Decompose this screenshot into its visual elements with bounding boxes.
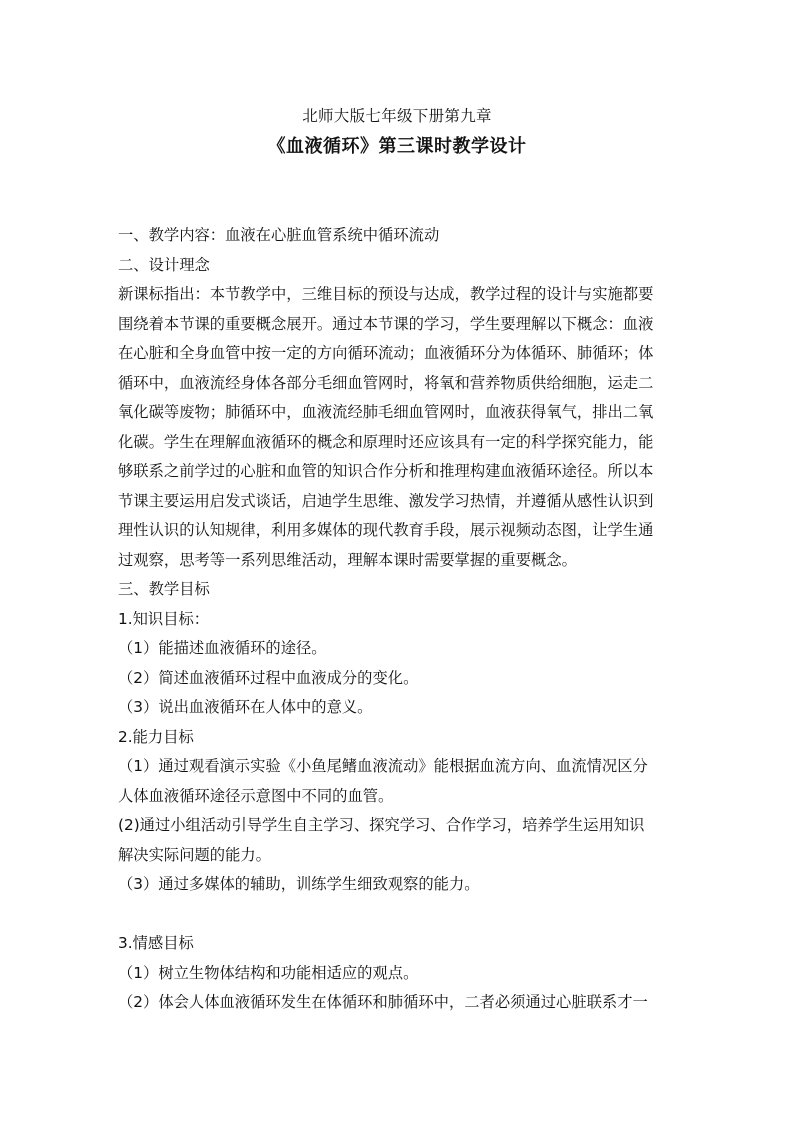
paragraph-line: 够联系之前学过的心脏和血管的知识合作分析和推理构建血液循环途径。所以本	[118, 462, 654, 480]
knowledge-goal-item: （3）说出血液循环在人体中的意义。	[118, 698, 373, 716]
knowledge-goal-item: （1）能描述血液循环的途径。	[118, 639, 327, 657]
ability-goal-item: （3）通过多媒体的辅助，训练学生细致观察的能力。	[118, 875, 480, 893]
paragraph-line: 围绕着本节课的重要概念展开。通过本节课的学习，学生要理解以下概念：血液	[118, 314, 654, 333]
ability-goal-item: (2)通过小组活动引导学生自主学习、探究学习、合作学习，培养学生运用知识	[118, 816, 645, 834]
document-title: 《血液循环》第三课时教学设计	[267, 136, 527, 157]
ability-goal-item: （1）通过观看演示实验《小鱼尾鳍血液流动》能根据血流方向、血流情况区分	[118, 757, 648, 775]
document-body	[118, 221, 680, 1018]
document-subtitle: 北师大版七年级下册第九章	[302, 107, 492, 125]
paragraph-line: 化碳。学生在理解血液循环的概念和原理时还应该具有一定的科学探究能力，能	[118, 432, 654, 451]
section-teaching-content: 一、教学内容：血液在心脏血管系统中循环流动	[118, 226, 440, 244]
emotion-goal-item: （2）体会人体血液循环发生在体循环和肺循环中，二者必须通过心脏联系才一	[118, 993, 648, 1011]
knowledge-goal-item: （2）简述血液循环过程中血液成分的变化。	[118, 668, 419, 687]
emotion-goal-item: （1）树立生物体结构和功能相适应的观点。	[118, 963, 419, 982]
paragraph-line: 在心脏和全身血管中按一定的方向循环流动；血液循环分为体循环、肺循环；体	[118, 344, 654, 362]
ability-goals-heading: 2.能力目标	[118, 727, 194, 746]
blank-line	[118, 900, 680, 930]
paragraph-line: 氧化碳等废物；肺循环中，血液流经肺毛细血管网时，血液获得氧气，排出二氧	[118, 403, 654, 421]
document-header	[0, 104, 794, 160]
ability-goal-item: 解决实际问题的能力。	[118, 845, 271, 864]
paragraph-line: 过观察，思考等一系列思维活动，理解本课时需要掌握的重要概念。	[118, 550, 577, 569]
emotion-goals-heading: 3.情感目标	[118, 934, 194, 952]
design-concept-paragraph	[118, 280, 680, 575]
knowledge-goals-heading: 1.知识目标：	[118, 609, 210, 628]
section-design-concept-heading: 二、设计理念	[118, 255, 210, 274]
paragraph-line: 新课标指出：本节教学中，三维目标的预设与达成，教学过程的设计与实施都要	[118, 285, 654, 303]
section-teaching-goals-heading: 三、教学目标	[118, 580, 210, 598]
paragraph-line: 循环中，血液流经身体各部分毛细血管网时，将氧和营养物质供给细胞，运走二	[118, 373, 654, 392]
paragraph-line: 理性认识的认知规律，利用多媒体的现代教育手段，展示视频动态图，让学生通	[118, 521, 654, 539]
paragraph-line: 节课主要运用启发式谈话，启迪学生思维、激发学习热情，并遵循从感性认识到	[118, 491, 654, 510]
ability-goal-item: 人体血液循环途径示意图中不同的血管。	[118, 786, 394, 805]
